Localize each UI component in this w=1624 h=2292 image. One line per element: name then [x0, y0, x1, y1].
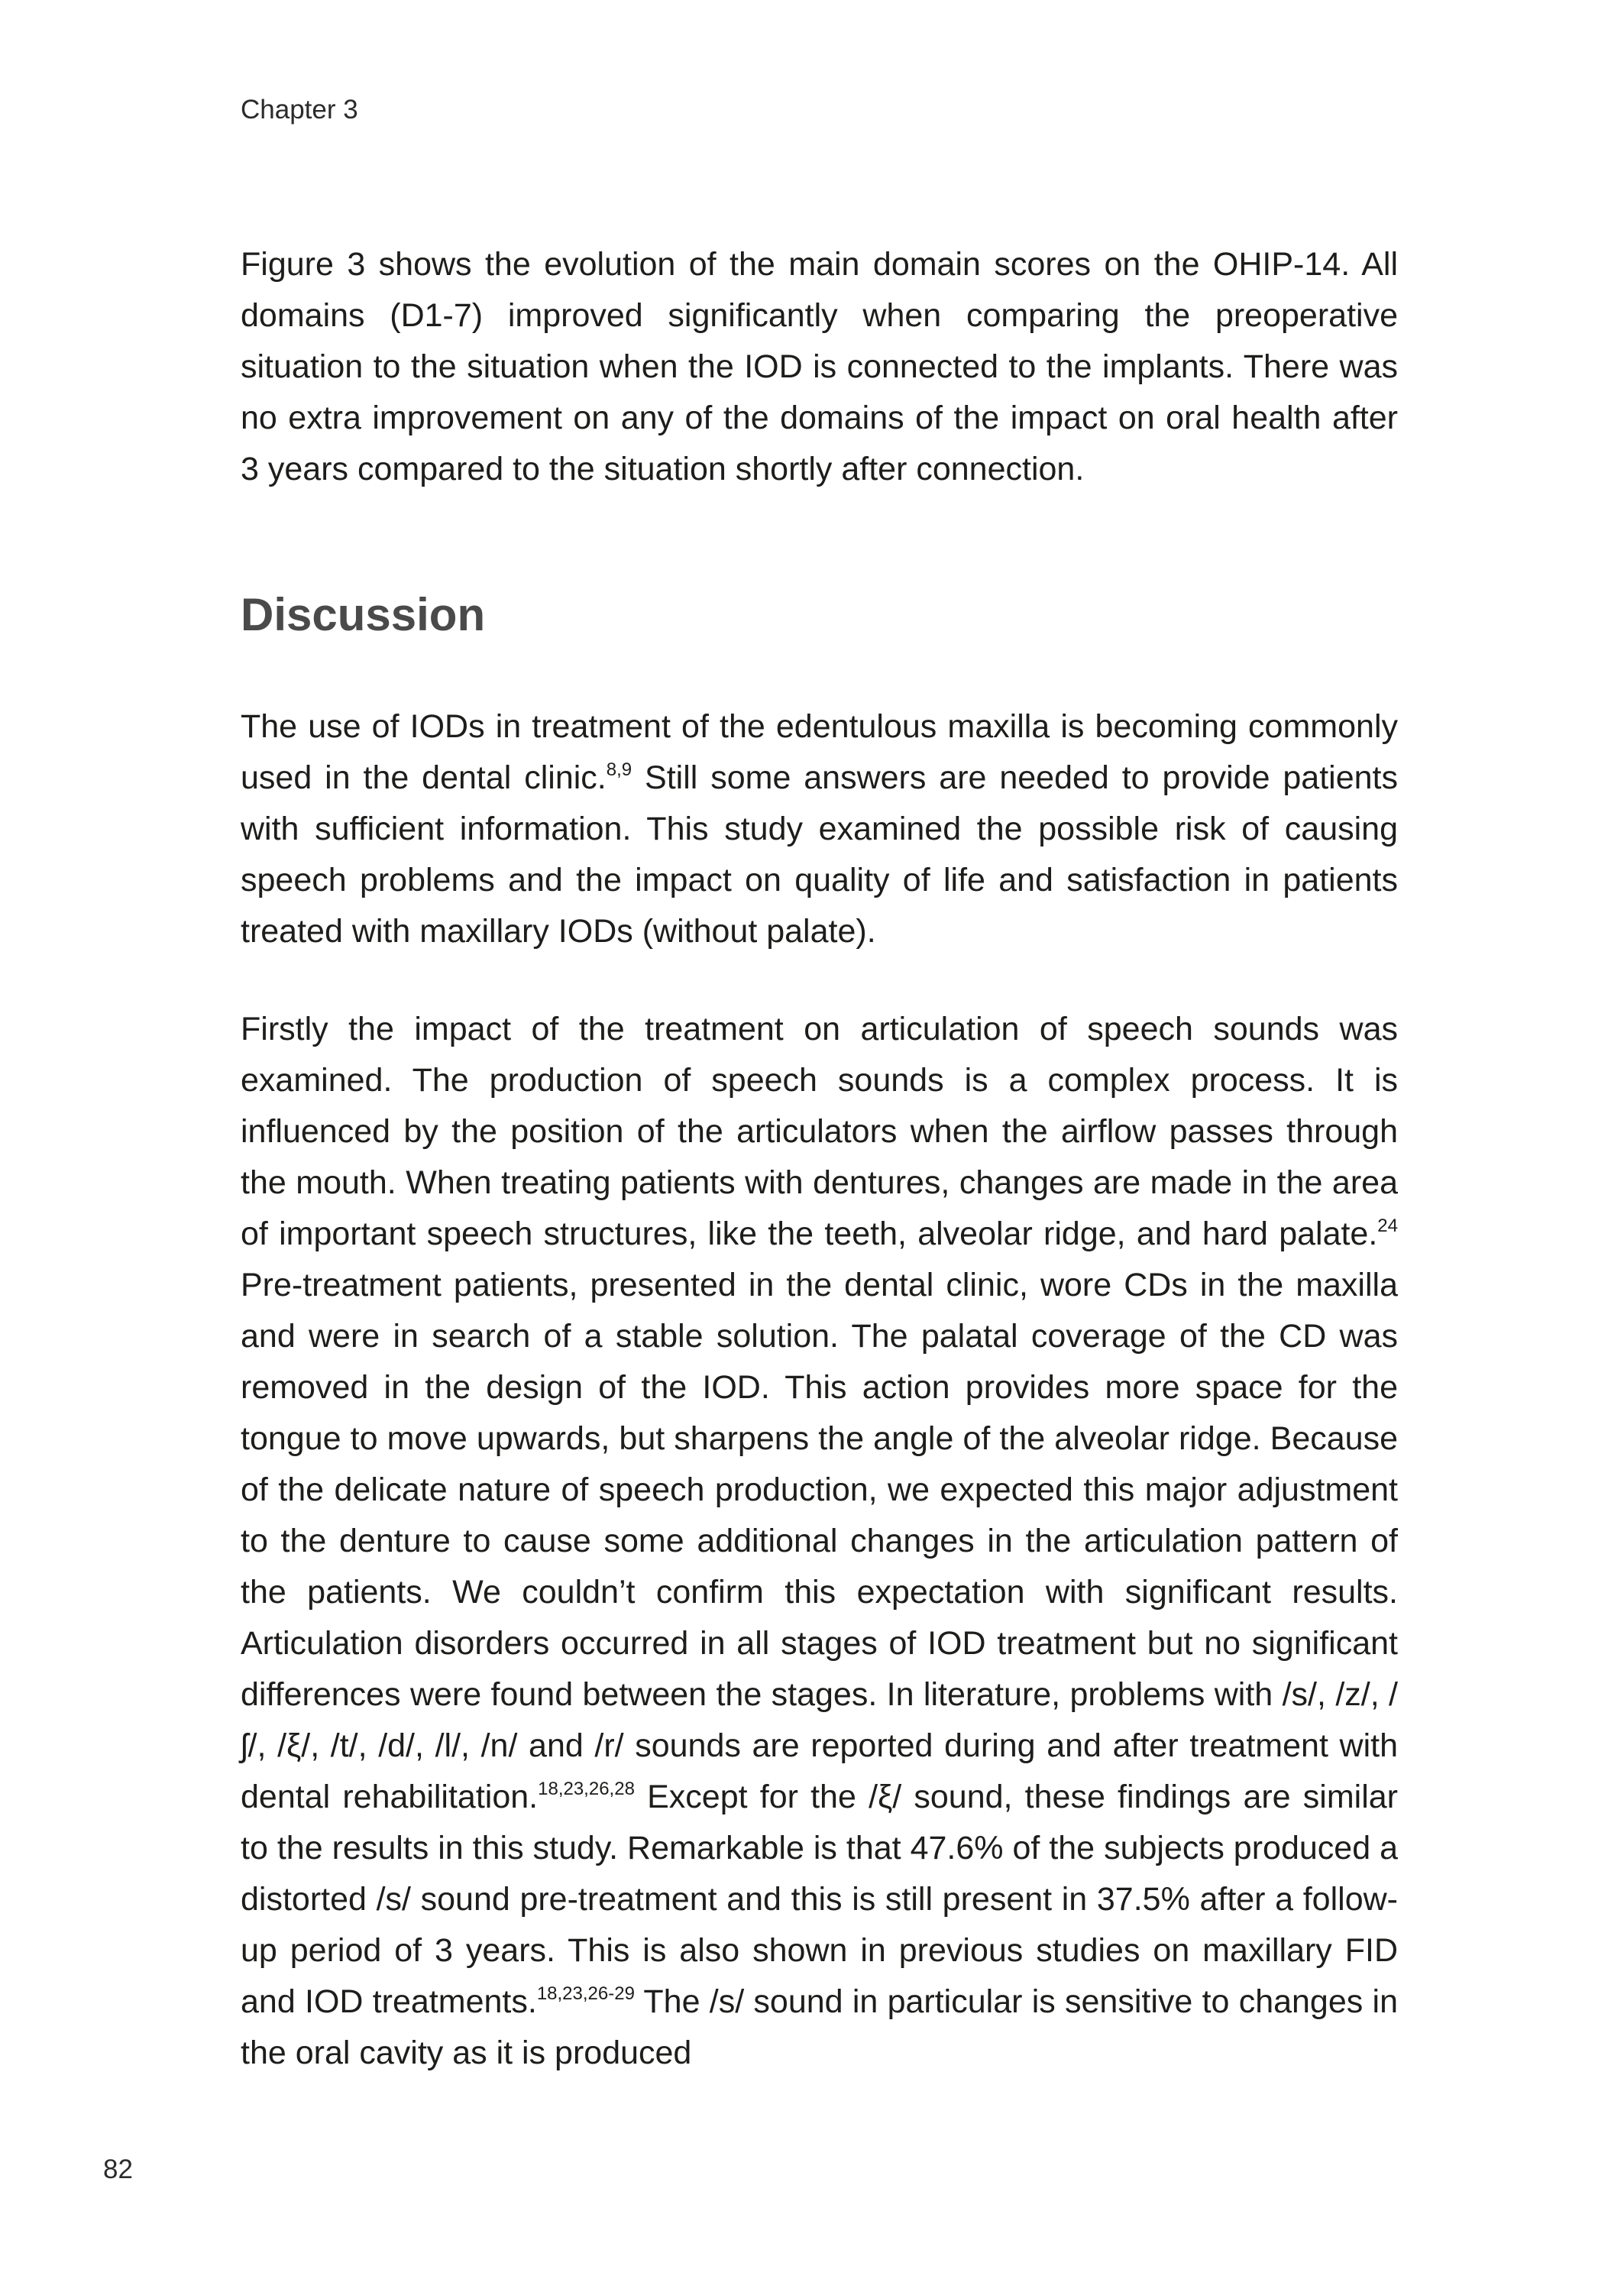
page-number: 82 — [103, 2154, 133, 2184]
paragraph-text: Still some answers are needed to provide patients with sufficient information. This study examined the possible risk of causing speech problems and the impact on quality of life and satisfaction in patients treated with maxillary IODs (without palate). — [241, 759, 1398, 950]
paragraph-text: Firstly the impact of the treatment on articulation of speech sounds was examined. The production of speech sounds is a complex process. It is influenced by the position of the articulators when the airflow passes through the mouth. When treating patients with dentures, changes are made in the area of important speech structures, like the teeth, alveolar ridge, and hard palate. — [241, 1011, 1398, 1252]
paragraph-results-ohip: Figure 3 shows the evolution of the main domain scores on the OHIP-14. All domains (D1-7) improved significantly when comparing the preoperative situation to the situation when the IOD is connected to the implants. There was no extra improvement on any of the domains of the impact on oral health after 3 years compared to the situation shortly after connection. — [241, 246, 1398, 487]
paragraph-text: Pre-treatment patients, presented in the dental clinic, wore CDs in the maxilla and were in search of a stable solution. The palatal coverage of the CD was removed in the design of the IOD. This action provides more space for the tongue to move upwards, but sharpens the angle of the alveolar ridge. Because of the delicate nature of speech production, we expected this major adjustment to the denture to cause some additional changes in the articulation pattern of the patients. We couldn’t confirm this expectation with significant results. Articulation disorders occurred in all stages of IOD treatment but no significant differences were found between the stages. In literature, problems with /s/, /z/, /ʃ/, /ξ/, /t/, /d/, /l/, /n/ and /r/ sounds are reported during and after treatment with dental rehabilitation. — [241, 1267, 1398, 1815]
citation-reference: 18,23,26-29 — [536, 1983, 635, 2004]
paragraph-text: Except for the /ξ/ sound, these findings are similar to the results in this study. Remarkable is that 47.6% of the subjects produced a distorted /s/ sound pre-treatment and this is still present in 37.5% after a follow-up period of 3 years. This is also shown in previous studies on maxillary FID and IOD treatments. — [241, 1779, 1398, 2020]
citation-reference: 18,23,26,28 — [538, 1779, 635, 1799]
paragraph-articulation — [241, 1004, 1398, 2079]
citation-reference: 8,9 — [606, 759, 632, 780]
paragraph-discussion-intro — [241, 701, 1398, 957]
citation-reference: 24 — [1377, 1216, 1398, 1236]
paragraph-text: The use of IODs in treatment of the edentulous maxilla is becoming commonly used in the dental clinic. — [241, 708, 1398, 796]
running-head: Chapter 3 — [241, 95, 358, 125]
paragraph-text: The /s/ sound in particular is sensitive to changes in the oral cavity as it is produced — [241, 1983, 1398, 2071]
section-heading-discussion: Discussion — [241, 589, 486, 640]
